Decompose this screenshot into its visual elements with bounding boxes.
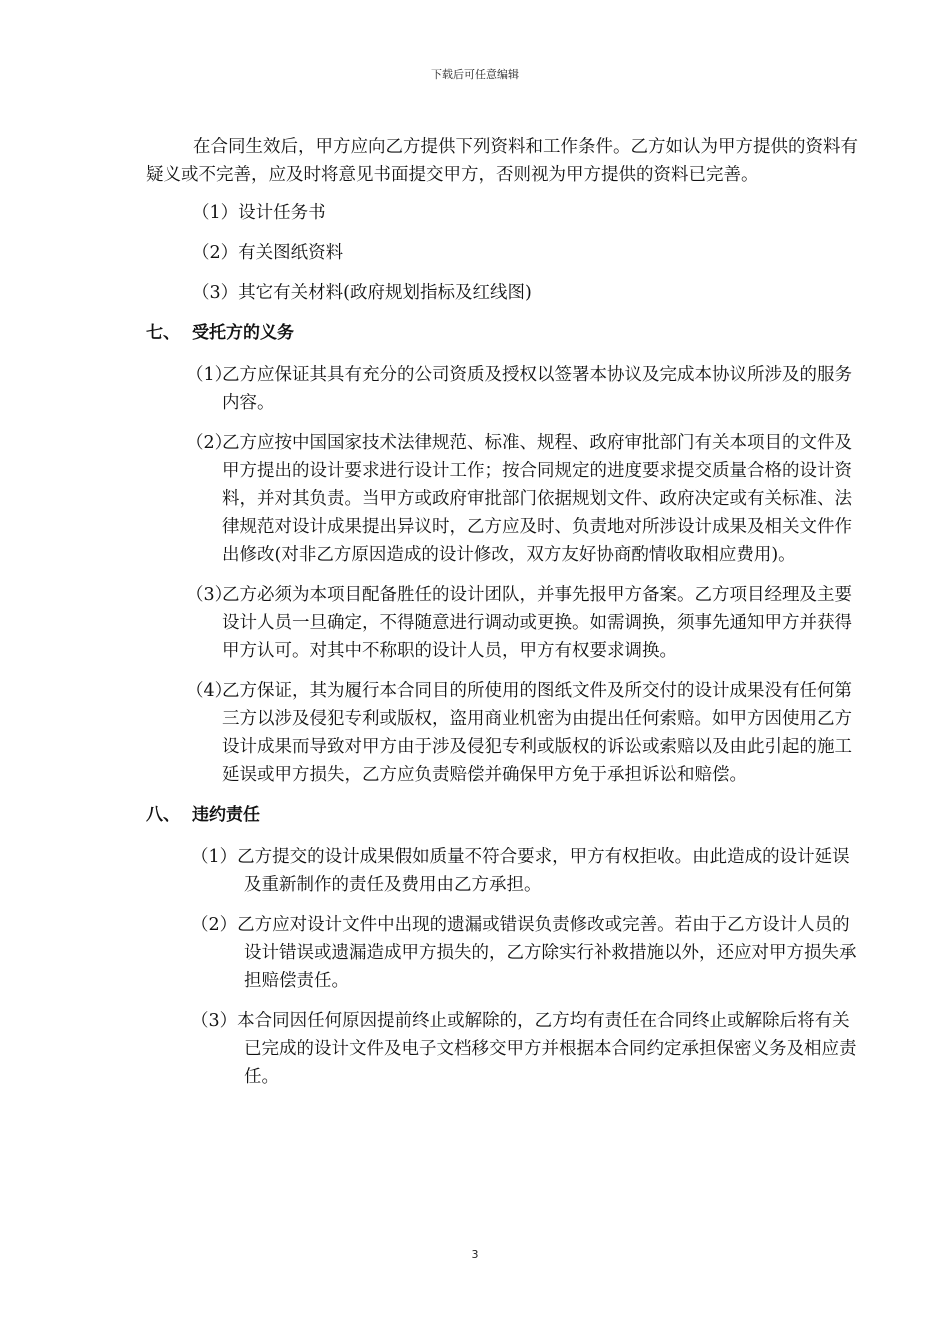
document-body bbox=[146, 133, 858, 1103]
obligation-item-4 bbox=[146, 677, 858, 789]
liability-item-3: （3）本合同因任何原因提前终止或解除的，乙方均有责任在合同终止或解除后将有关已完成的设计文件及电子文档移交甲方并根据本合同约定承担保密义务及相应责任。 bbox=[191, 1011, 857, 1087]
section-7-heading bbox=[146, 319, 858, 347]
obligation-item-3 bbox=[146, 581, 858, 665]
obligation-number: （1） bbox=[186, 365, 233, 385]
section-8-heading bbox=[146, 801, 858, 829]
liability-item-1: （1）乙方提交的设计成果假如质量不符合要求，甲方有权拒收。由此造成的设计延误及重新制作的责任及费用由乙方承担。 bbox=[191, 847, 850, 895]
section-7-number: 七、 bbox=[146, 323, 180, 343]
obligation-number: （4） bbox=[186, 681, 233, 701]
obligation-text: 乙方应保证其具有充分的公司资质及授权以签署本协议及完成本协议所涉及的服务内容。 bbox=[222, 365, 852, 413]
intro-paragraph: 在合同生效后，甲方应向乙方提供下列资料和工作条件。乙方如认为甲方提供的资料有疑义或不完善，应及时将意见书面提交甲方，否则视为甲方提供的资料已完善。 bbox=[146, 137, 858, 185]
obligation-number: （3） bbox=[186, 585, 233, 605]
liability-item-2: （2）乙方应对设计文件中出现的遗漏或错误负责修改或完善。若由于乙方设计人员的设计错误或遗漏造成甲方损失的，乙方除实行补救措施以外，还应对甲方损失承担赔偿责任。 bbox=[191, 915, 857, 991]
material-item-2: （2）有关图纸资料 bbox=[192, 243, 344, 263]
page-header: 下载后可任意编辑 bbox=[431, 68, 519, 81]
obligation-item-1 bbox=[146, 361, 858, 417]
material-item-3: （3）其它有关材料(政府规划指标及红线图) bbox=[192, 283, 532, 303]
material-item-1: （1）设计任务书 bbox=[192, 203, 326, 223]
section-8-number: 八、 bbox=[146, 805, 180, 825]
obligation-text: 乙方保证，其为履行本合同目的所使用的图纸文件及所交付的设计成果没有任何第三方以涉及侵犯专利或版权，盗用商业机密为由提出任何索赔。如甲方因使用乙方设计成果而导致对甲方由于涉及侵犯专利或版权的诉讼或索赔以及由此引起的施工延误或甲方损失，乙方应负责赔偿并确保甲方免于承担诉讼和赔偿。 bbox=[222, 681, 852, 785]
obligation-item-2 bbox=[146, 429, 858, 569]
section-8-title: 违约责任 bbox=[192, 805, 260, 825]
page-number: 3 bbox=[471, 1248, 479, 1261]
obligation-text: 乙方应按中国国家技术法律规范、标准、规程、政府审批部门有关本项目的文件及甲方提出的设计要求进行设计工作；按合同规定的进度要求提交质量合格的设计资料，并对其负责。当甲方或政府审批部门依据规划文件、政府决定或有关标准、法律规范对设计成果提出异议时，乙方应及时、负责地对所涉设计成果及相关文件作出修改(对非乙方原因造成的设计修改，双方友好协商酌情收取相应费用)。 bbox=[222, 433, 852, 565]
obligation-text: 乙方必须为本项目配备胜任的设计团队，并事先报甲方备案。乙方项目经理及主要设计人员一旦确定，不得随意进行调动或更换。如需调换，须事先通知甲方并获得甲方认可。对其中不称职的设计人员，甲方有权要求调换。 bbox=[222, 585, 852, 661]
obligation-number: （2） bbox=[186, 433, 233, 453]
section-7-title: 受托方的义务 bbox=[192, 323, 294, 343]
